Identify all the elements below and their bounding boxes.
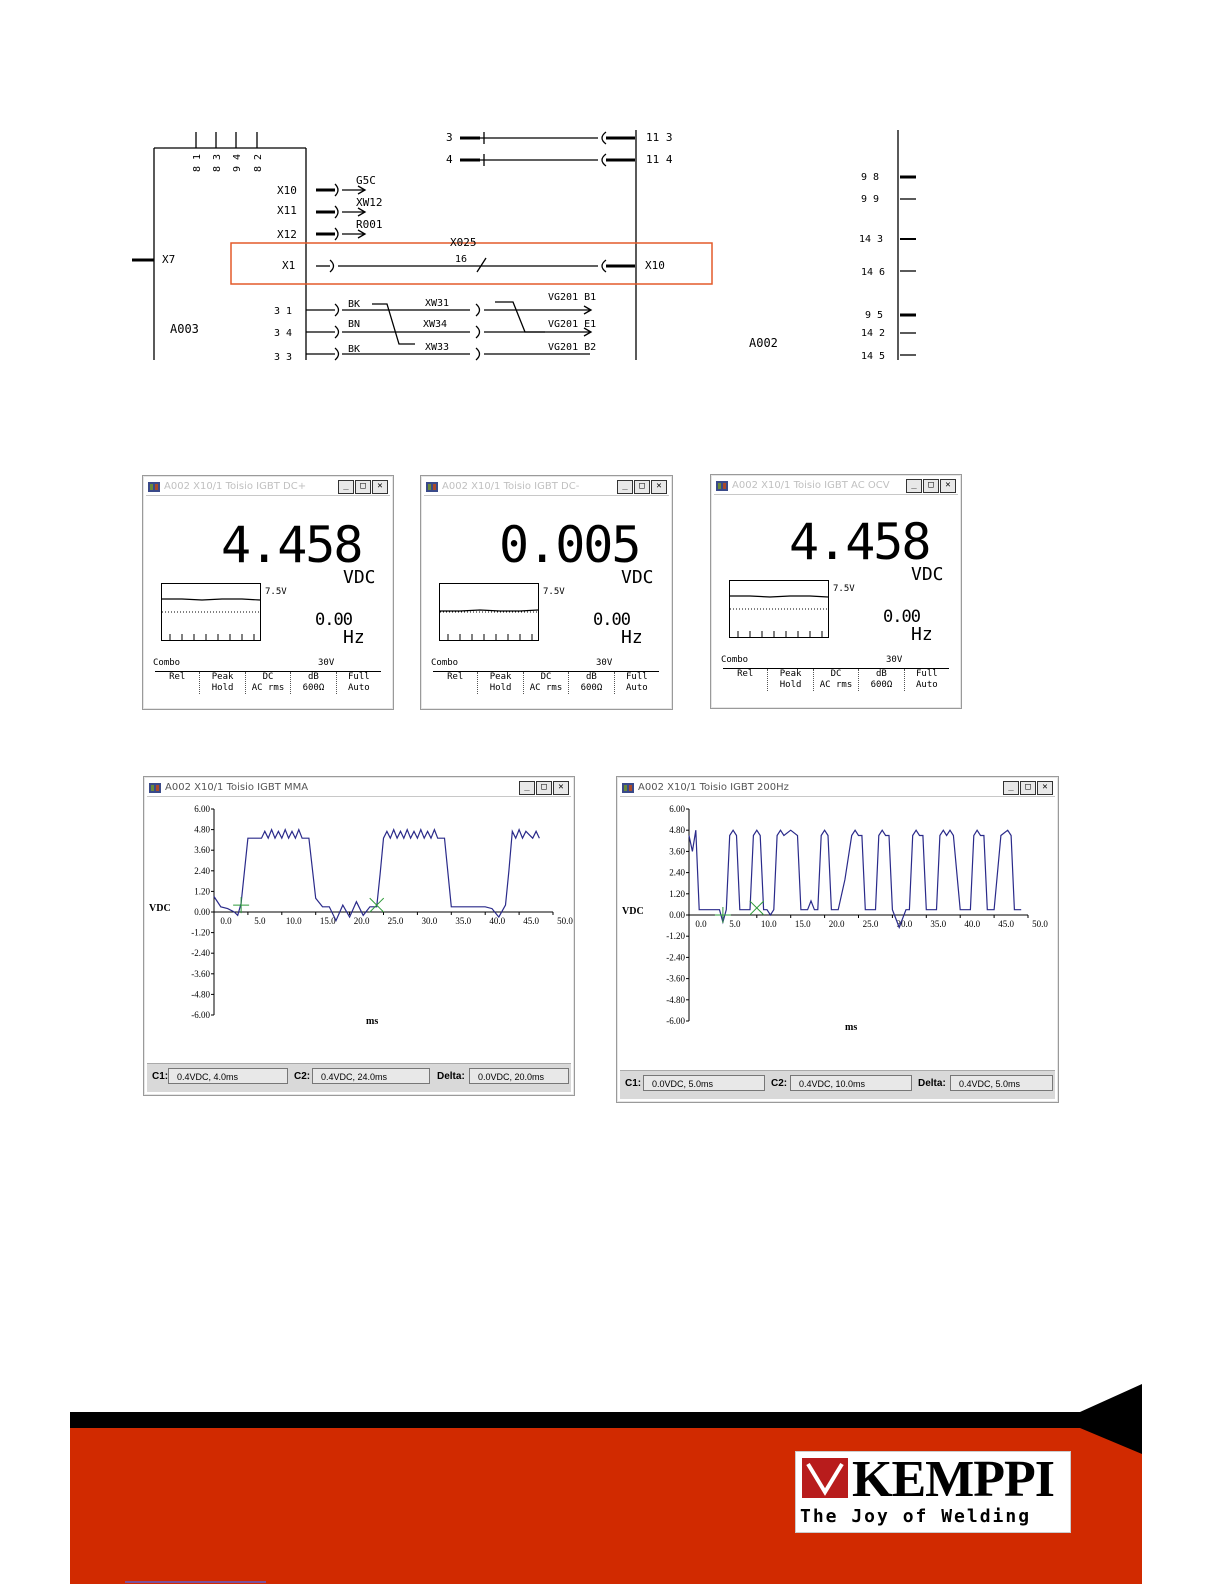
- y-tick-label: -4.80: [191, 989, 210, 1000]
- maximize-icon[interactable]: □: [923, 479, 939, 493]
- button-line1: Peak: [779, 669, 802, 679]
- cursor-status-bar: [147, 1063, 571, 1092]
- dc-ac-button[interactable]: [814, 669, 859, 691]
- full-auto-button[interactable]: [615, 672, 659, 694]
- button-line2: Auto: [625, 683, 648, 693]
- x-tick-label: 5.0: [254, 916, 266, 926]
- highlight-from-label: X1: [282, 259, 296, 272]
- x-tick-label: 50.0: [1032, 919, 1048, 929]
- scope-plot: [144, 797, 574, 1059]
- button-line2: AC rms: [251, 683, 285, 693]
- x-tick-label: 45.0: [998, 919, 1014, 929]
- scope-window-200hz: [616, 776, 1059, 1103]
- db-button[interactable]: [859, 669, 904, 691]
- scale-label: 7.5V: [833, 584, 855, 594]
- window-title: A002 X10/1 Toisio IGBT AC OCV: [732, 480, 890, 491]
- button-line1: Full: [915, 669, 938, 679]
- window-title: A002 X10/1 Toisio IGBT MMA: [165, 782, 309, 793]
- button-line2: 600Ω: [870, 680, 893, 690]
- trend-trace: [730, 581, 828, 637]
- y-tick-label: 3.60: [194, 845, 210, 856]
- x-tick-label: 30.0: [421, 916, 438, 926]
- highlight-cable-label: X025: [450, 236, 477, 249]
- y-tick-label: -6.00: [666, 1016, 685, 1026]
- full-auto-button[interactable]: [337, 672, 381, 694]
- x-tick-label: 10.0: [760, 919, 777, 929]
- button-line1: Rel: [447, 672, 464, 682]
- y-tick-label: -2.40: [666, 952, 685, 963]
- x-tick-label: 40.0: [489, 916, 506, 926]
- kemppi-logo: [795, 1451, 1071, 1533]
- meter-window-dc-plus: [142, 475, 394, 710]
- x-tick-label: 0.0: [695, 919, 707, 929]
- x-tick-label: 5.0: [729, 919, 741, 929]
- x-axis-label: ms: [845, 1022, 858, 1033]
- app-icon: [426, 482, 438, 492]
- reading-unit: VDC: [911, 564, 944, 585]
- trend-graph: [729, 580, 829, 638]
- row-target: VG201 E1: [548, 319, 597, 330]
- x-tick-label: 20.0: [353, 916, 370, 926]
- button-line1: Peak: [211, 672, 234, 682]
- connector-label: X11: [277, 204, 297, 217]
- button-line2: 600Ω: [302, 683, 325, 693]
- c2-value: 0.4VDC, 24.0ms: [312, 1068, 430, 1084]
- y-tick-label: 2.40: [194, 865, 210, 876]
- target-label: R001: [356, 218, 383, 231]
- app-icon: [149, 783, 161, 793]
- maximize-icon[interactable]: □: [536, 781, 552, 795]
- c1-value: 0.4VDC, 4.0ms: [168, 1068, 288, 1084]
- app-icon: [716, 481, 728, 491]
- scale-label: 7.5V: [543, 587, 565, 597]
- button-line1: Rel: [737, 669, 754, 679]
- right-pin: 14 5: [861, 351, 886, 362]
- x-tick-label: 35.0: [455, 916, 472, 926]
- window-title: A002 X10/1 Toisio IGBT DC+: [164, 481, 307, 492]
- y-tick-label: 0.00: [194, 907, 210, 917]
- row-pin: 3 1: [274, 306, 293, 317]
- frequency-value: 0.00: [315, 610, 352, 630]
- connector-label: X10: [277, 184, 297, 197]
- trend-graph: [161, 583, 261, 641]
- peak-hold-button[interactable]: [768, 669, 813, 691]
- row-cable: XW31: [425, 298, 450, 309]
- close-icon[interactable]: ✕: [372, 480, 388, 494]
- c2-value: 0.4VDC, 10.0ms: [790, 1075, 912, 1091]
- reading-value: 4.458: [789, 513, 930, 571]
- range-label: 30V: [318, 658, 335, 668]
- peak-hold-button[interactable]: [478, 672, 523, 694]
- row-target: VG201 B1: [548, 292, 597, 303]
- button-line1: DC: [540, 672, 552, 682]
- range-label: 30V: [596, 658, 613, 668]
- button-line1: dB: [586, 672, 597, 682]
- minimize-icon[interactable]: _: [519, 781, 535, 795]
- x7-label: X7: [162, 253, 176, 266]
- maximize-icon[interactable]: □: [634, 480, 650, 494]
- delta-value: 0.0VDC, 20.0ms: [469, 1068, 569, 1084]
- y-tick-label: 2.40: [669, 867, 685, 878]
- y-tick-label: -3.60: [666, 973, 685, 984]
- trend-graph: [439, 583, 539, 641]
- y-tick-label: 4.80: [194, 824, 210, 835]
- pin-label: 8 2: [253, 153, 264, 172]
- frequency-value: 0.00: [883, 607, 920, 627]
- frequency-unit: Hz: [621, 627, 643, 648]
- rel-button[interactable]: [155, 672, 200, 694]
- button-line1: Full: [347, 672, 370, 682]
- title-bar[interactable]: [147, 780, 571, 797]
- x-tick-label: 10.0: [285, 916, 302, 926]
- c2-label: C2:: [294, 1071, 311, 1082]
- mode-label: Combo: [153, 658, 181, 668]
- delta-label: Delta:: [918, 1078, 946, 1089]
- reading-unit: VDC: [343, 567, 376, 588]
- button-line2: AC rms: [819, 680, 853, 690]
- y-tick-label: 6.00: [669, 804, 685, 814]
- x-axis-label: ms: [366, 1016, 379, 1027]
- button-line1: DC: [262, 672, 274, 682]
- button-line1: dB: [308, 672, 319, 682]
- y-tick-label: 6.00: [194, 804, 210, 814]
- frequency-unit: Hz: [343, 627, 365, 648]
- window-title: A002 X10/1 Toisio IGBT DC-: [442, 481, 580, 492]
- close-icon[interactable]: ✕: [1037, 781, 1053, 795]
- wire-left-label: 4: [446, 153, 453, 166]
- close-icon[interactable]: ✕: [651, 480, 667, 494]
- pin-label: 9 4: [232, 153, 243, 172]
- brand-tagline: The Joy of Welding: [800, 1506, 1032, 1527]
- function-buttons: [723, 668, 949, 691]
- peak-hold-button[interactable]: [200, 672, 245, 694]
- y-axis-label: VDC: [149, 903, 171, 914]
- y-tick-label: -4.80: [666, 994, 685, 1005]
- y-tick-label: 4.80: [669, 825, 685, 836]
- reading-value: 0.005: [499, 516, 640, 574]
- pin-label: 8 3: [212, 153, 223, 172]
- trend-trace: [162, 584, 260, 640]
- maximize-icon[interactable]: □: [1020, 781, 1036, 795]
- app-icon: [148, 482, 160, 492]
- page-footer: [70, 1384, 1142, 1584]
- app-icon: [622, 783, 634, 793]
- button-line1: dB: [876, 669, 887, 679]
- x-tick-label: 35.0: [930, 919, 947, 929]
- cursor-status-bar: [620, 1070, 1055, 1099]
- c1-label: C1:: [152, 1071, 169, 1082]
- db-button[interactable]: [291, 672, 336, 694]
- y-tick-label: 3.60: [669, 846, 685, 857]
- y-tick-label: -3.60: [191, 968, 210, 979]
- button-line2: Auto: [347, 683, 370, 693]
- mode-label: Combo: [431, 658, 459, 668]
- x-tick-label: 15.0: [319, 916, 336, 926]
- button-line2: Hold: [211, 683, 234, 693]
- button-line2: 600Ω: [580, 683, 603, 693]
- series-line: [689, 830, 1021, 927]
- row-color: BK: [348, 344, 361, 355]
- button-line2: AC rms: [529, 683, 563, 693]
- button-line1: DC: [830, 669, 842, 679]
- row-color: BN: [348, 319, 361, 330]
- minimize-icon[interactable]: _: [906, 479, 922, 493]
- reading-unit: VDC: [621, 567, 654, 588]
- close-icon[interactable]: ✕: [940, 479, 956, 493]
- dc-ac-button[interactable]: [246, 672, 291, 694]
- target-label: G5C: [356, 174, 376, 187]
- title-bar[interactable]: [714, 478, 958, 495]
- frequency-unit: Hz: [911, 624, 933, 645]
- right-pin: 14 3: [859, 234, 884, 245]
- row-pin: 3 3: [274, 352, 293, 363]
- x-tick-label: 0.0: [220, 916, 232, 926]
- reading-value: 4.458: [221, 516, 362, 574]
- meter-window-ac-ocv: [710, 474, 962, 709]
- row-cable: XW33: [425, 342, 450, 353]
- trend-trace: [440, 584, 538, 640]
- y-tick-label: 0.00: [669, 910, 685, 920]
- scope-window-mma: [143, 776, 575, 1096]
- x-tick-label: 20.0: [828, 919, 845, 929]
- x-tick-label: 40.0: [964, 919, 981, 929]
- module-a003-label: A003: [170, 322, 199, 336]
- title-bar[interactable]: [146, 479, 390, 496]
- minimize-icon[interactable]: _: [617, 480, 633, 494]
- y-tick-label: 1.20: [194, 886, 210, 897]
- y-tick-label: 1.20: [669, 888, 685, 899]
- x-tick-label: 30.0: [896, 919, 913, 929]
- wire-right-label: 11 4: [646, 153, 673, 166]
- target-label: XW12: [356, 196, 383, 209]
- minimize-icon[interactable]: _: [338, 480, 354, 494]
- right-pin: 9 5: [865, 310, 884, 321]
- button-line2: Auto: [915, 680, 938, 690]
- meter-window-dc-minus: [420, 475, 673, 710]
- delta-value: 0.4VDC, 5.0ms: [950, 1075, 1053, 1091]
- scope-plot: [617, 797, 1058, 1065]
- frequency-value: 0.00: [593, 610, 630, 630]
- function-buttons: [155, 671, 381, 694]
- right-pin: 14 6: [861, 267, 886, 278]
- right-pin: 9 9: [861, 194, 880, 205]
- row-color: BK: [348, 299, 361, 310]
- highlight-to-label: X10: [645, 259, 665, 272]
- row-cable: XW34: [423, 319, 448, 330]
- x-tick-label: 15.0: [794, 919, 811, 929]
- button-line1: Peak: [489, 672, 512, 682]
- y-tick-label: -1.20: [191, 927, 210, 938]
- button-line2: Hold: [489, 683, 512, 693]
- full-auto-button[interactable]: [905, 669, 949, 691]
- button-line2: Hold: [779, 680, 802, 690]
- button-line1: Rel: [169, 672, 186, 682]
- right-pin: 9 8: [861, 172, 880, 183]
- connector-label: X12: [277, 228, 297, 241]
- y-tick-label: -6.00: [191, 1010, 210, 1020]
- wire-left-label: 3: [446, 131, 453, 144]
- title-bar[interactable]: [620, 780, 1055, 797]
- wire-right-label: 11 3: [646, 131, 673, 144]
- highlight-box: [231, 243, 712, 284]
- row-target: VG201 B2: [548, 342, 597, 353]
- maximize-icon[interactable]: □: [355, 480, 371, 494]
- wiring-schematic: [120, 120, 960, 365]
- function-buttons: [433, 671, 659, 694]
- pin-label: 8 1: [192, 153, 203, 172]
- db-button[interactable]: [569, 672, 614, 694]
- button-line1: Full: [625, 672, 648, 682]
- mode-label: Combo: [721, 655, 749, 665]
- series-line: [214, 830, 539, 921]
- module-a002-label: A002: [749, 336, 778, 350]
- minimize-icon[interactable]: _: [1003, 781, 1019, 795]
- rel-button[interactable]: [433, 672, 478, 694]
- highlight-wire-label: 16: [455, 254, 468, 265]
- right-pin: 14 2: [861, 328, 886, 339]
- delta-label: Delta:: [437, 1071, 465, 1082]
- title-bar[interactable]: [424, 479, 669, 496]
- brand-name: KEMPPI: [852, 1451, 1054, 1508]
- range-label: 30V: [886, 655, 903, 665]
- c1-label: C1:: [625, 1078, 642, 1089]
- y-tick-label: -1.20: [666, 931, 685, 942]
- x-tick-label: 50.0: [557, 916, 573, 926]
- row-pin: 3 4: [274, 328, 293, 339]
- x-tick-label: 25.0: [862, 919, 879, 929]
- rel-button[interactable]: [723, 669, 768, 691]
- y-tick-label: -2.40: [191, 948, 210, 959]
- shield-icon: [802, 1458, 848, 1498]
- scale-label: 7.5V: [265, 587, 287, 597]
- window-title: A002 X10/1 Toisio IGBT 200Hz: [638, 782, 789, 793]
- y-axis-label: VDC: [622, 906, 644, 917]
- close-icon[interactable]: ✕: [553, 781, 569, 795]
- x-tick-label: 25.0: [387, 916, 404, 926]
- c2-label: C2:: [771, 1078, 788, 1089]
- c1-value: 0.0VDC, 5.0ms: [643, 1075, 765, 1091]
- x-tick-label: 45.0: [523, 916, 539, 926]
- dc-ac-button[interactable]: [524, 672, 569, 694]
